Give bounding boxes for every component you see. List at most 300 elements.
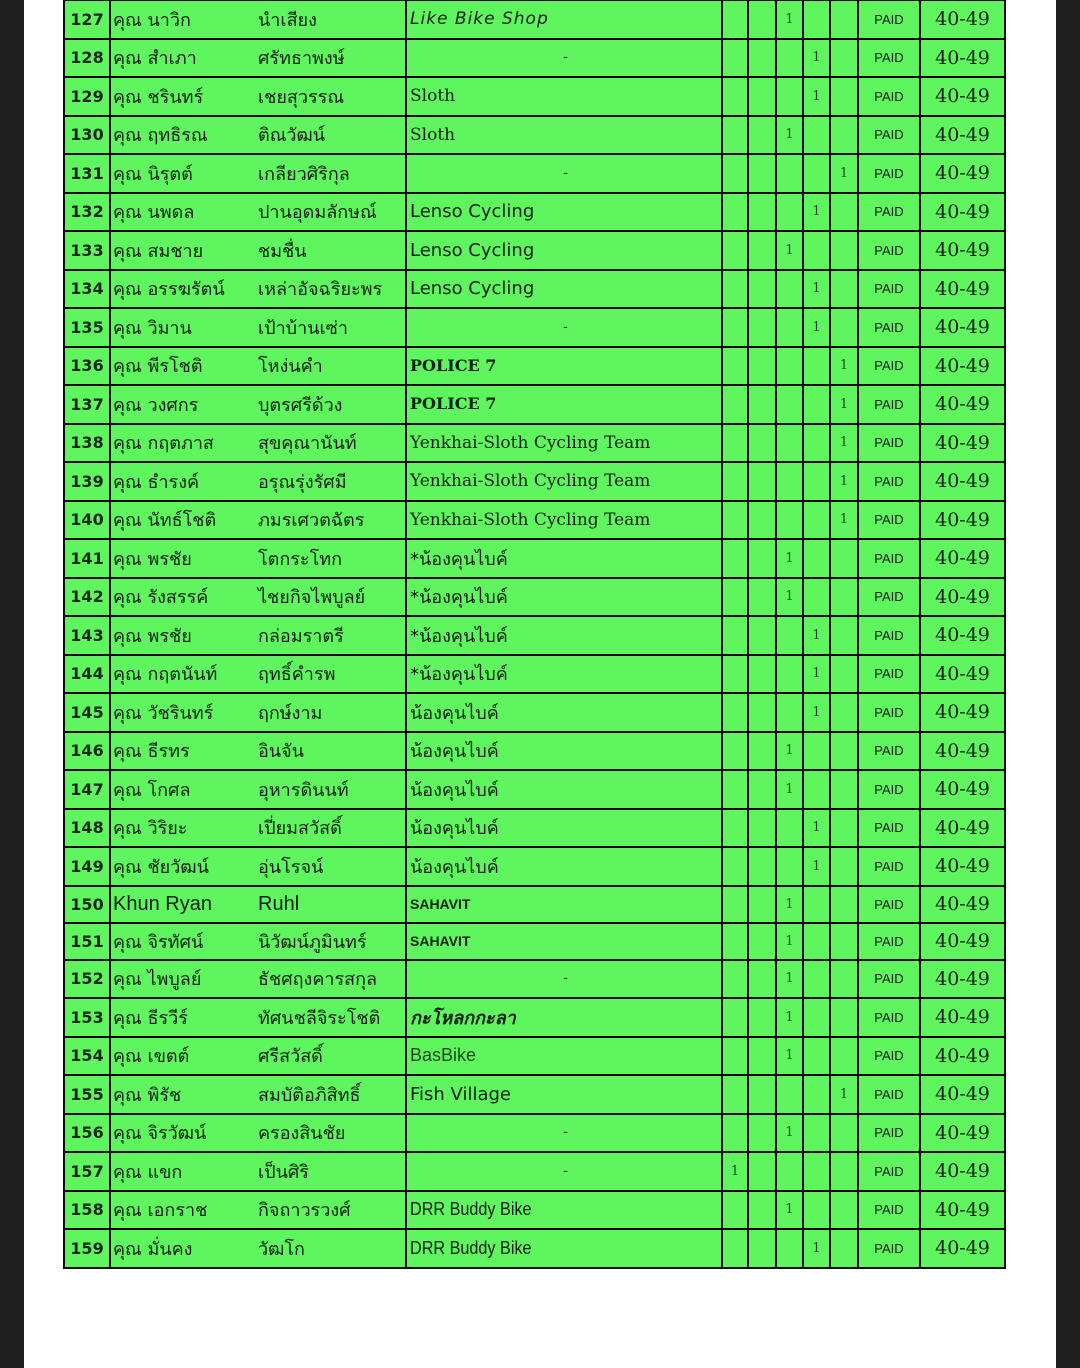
- category-cell-2: [748, 231, 776, 270]
- category-cell-4: [803, 998, 830, 1037]
- category-cell-5: 1: [830, 347, 858, 386]
- last-name: เหล่าอัจฉริยะพร: [258, 279, 383, 301]
- row-number: 148: [64, 809, 110, 848]
- last-name: อรุณรุ่งรัศมี: [258, 471, 347, 493]
- rider-name: [110, 1191, 406, 1230]
- last-name: ธัชศฤงคารสกุล: [258, 969, 378, 991]
- last-name: กล่อมราตรี: [258, 625, 344, 647]
- category-cell-4: [803, 0, 830, 39]
- rider-name: [110, 424, 406, 463]
- category-cell-4: [803, 539, 830, 578]
- age-group: 40-49: [920, 770, 1005, 809]
- category-cell-2: [748, 116, 776, 155]
- rider-name: [110, 1114, 406, 1153]
- category-cell-3: 1: [776, 998, 803, 1037]
- payment-status: PAID: [858, 347, 920, 386]
- category-cell-4: [803, 923, 830, 960]
- table-row: [64, 809, 1005, 848]
- team-label: Yenkhai-Sloth Cycling Team: [410, 509, 651, 530]
- category-cell-5: [830, 77, 858, 116]
- payment-status: PAID: [858, 501, 920, 540]
- category-cell-5: [830, 1229, 858, 1268]
- category-cell-5: [830, 231, 858, 270]
- category-cell-4: [803, 462, 830, 501]
- payment-status: PAID: [858, 385, 920, 424]
- category-cell-3: [776, 347, 803, 386]
- table-row: [64, 1229, 1005, 1268]
- category-cell-3: [776, 1229, 803, 1268]
- payment-status: PAID: [858, 655, 920, 694]
- team-label: น้องคุนไบค์: [410, 856, 499, 878]
- category-cell-3: 1: [776, 231, 803, 270]
- payment-status: PAID: [858, 1229, 920, 1268]
- age-group: 40-49: [920, 77, 1005, 116]
- category-cell-2: [748, 39, 776, 78]
- category-cell-1: [722, 308, 748, 347]
- first-name: คุณ พีรโชติ: [113, 356, 203, 378]
- table-row: [64, 1075, 1005, 1114]
- payment-status: PAID: [858, 616, 920, 655]
- category-cell-2: [748, 886, 776, 923]
- row-number: 146: [64, 732, 110, 771]
- team-label: -: [563, 319, 568, 335]
- category-cell-3: 1: [776, 732, 803, 771]
- category-cell-4: [803, 501, 830, 540]
- age-group: 40-49: [920, 1152, 1005, 1191]
- age-group: 40-49: [920, 501, 1005, 540]
- table-row: [64, 462, 1005, 501]
- first-name: Khun Ryan: [113, 892, 212, 915]
- category-cell-4: [803, 1037, 830, 1076]
- team-name: [406, 770, 722, 809]
- category-cell-1: [722, 1191, 748, 1230]
- category-cell-5: [830, 193, 858, 232]
- team-label: น้องคุนไบค์: [410, 818, 499, 840]
- team-label: Lenso Cycling: [410, 239, 535, 261]
- category-cell-2: [748, 1229, 776, 1268]
- rider-name: [110, 847, 406, 886]
- first-name: คุณ วัชรินทร์: [113, 702, 214, 724]
- last-name: เป้าบ้านเซ่า: [258, 317, 348, 339]
- age-group: 40-49: [920, 578, 1005, 617]
- last-name: นิวัฒน์ภูมินทร์: [258, 931, 367, 953]
- category-cell-1: [722, 347, 748, 386]
- team-name: [406, 154, 722, 193]
- age-group: 40-49: [920, 270, 1005, 309]
- last-name: กิจถาวรวงศ์: [258, 1200, 351, 1222]
- payment-status: PAID: [858, 1114, 920, 1153]
- row-number: 137: [64, 385, 110, 424]
- category-cell-1: [722, 77, 748, 116]
- first-name: คุณ ไพบูลย์: [113, 969, 202, 991]
- category-cell-5: [830, 809, 858, 848]
- last-name: ฤกษ์งาม: [258, 702, 323, 724]
- category-cell-5: [830, 308, 858, 347]
- category-cell-2: [748, 1037, 776, 1076]
- last-name: ครองสินชัย: [258, 1123, 346, 1145]
- category-cell-4: 1: [803, 193, 830, 232]
- rider-name: [110, 231, 406, 270]
- category-cell-4: 1: [803, 847, 830, 886]
- category-cell-5: [830, 578, 858, 617]
- rider-name: [110, 1075, 406, 1114]
- team-label: กะโหลกกะลา: [410, 1007, 516, 1029]
- first-name: คุณ ธำรงค์: [113, 471, 200, 493]
- category-cell-1: [722, 693, 748, 732]
- first-name: คุณ นพดล: [113, 202, 195, 224]
- payment-status: PAID: [858, 193, 920, 232]
- category-cell-2: [748, 655, 776, 694]
- category-cell-4: [803, 1152, 830, 1191]
- category-cell-4: [803, 770, 830, 809]
- rider-name: [110, 923, 406, 960]
- team-name: [406, 960, 722, 999]
- team-label: Sloth: [410, 124, 456, 145]
- category-cell-4: 1: [803, 693, 830, 732]
- rider-name: [110, 578, 406, 617]
- age-group: 40-49: [920, 1114, 1005, 1153]
- team-name: [406, 347, 722, 386]
- category-cell-1: [722, 385, 748, 424]
- category-cell-4: [803, 1075, 830, 1114]
- table-row: [64, 1114, 1005, 1153]
- category-cell-2: [748, 998, 776, 1037]
- table-row: [64, 501, 1005, 540]
- category-cell-4: [803, 1114, 830, 1153]
- payment-status: PAID: [858, 116, 920, 155]
- category-cell-5: [830, 886, 858, 923]
- rider-name: [110, 886, 406, 923]
- left-dark-panel: [0, 0, 24, 1368]
- age-group: 40-49: [920, 886, 1005, 923]
- rider-name: [110, 770, 406, 809]
- age-group: 40-49: [920, 1191, 1005, 1230]
- category-cell-5: [830, 770, 858, 809]
- first-name: คุณ ธีรวีร์: [113, 1007, 188, 1029]
- age-group: 40-49: [920, 693, 1005, 732]
- payment-status: PAID: [858, 1037, 920, 1076]
- table-row: [64, 847, 1005, 886]
- first-name: คุณ พิรัช: [113, 1084, 182, 1106]
- category-cell-5: [830, 0, 858, 39]
- rider-name: [110, 308, 406, 347]
- team-name: [406, 809, 722, 848]
- category-cell-4: 1: [803, 655, 830, 694]
- rider-name: [110, 270, 406, 309]
- team-name: [406, 501, 722, 540]
- payment-status: PAID: [858, 923, 920, 960]
- category-cell-2: [748, 501, 776, 540]
- team-label: Like Bike Shop: [410, 9, 549, 30]
- payment-status: PAID: [858, 847, 920, 886]
- category-cell-2: [748, 539, 776, 578]
- category-cell-5: 1: [830, 501, 858, 540]
- rider-name: [110, 616, 406, 655]
- row-number: 128: [64, 39, 110, 78]
- team-label: *น้องคุนไบค์: [410, 664, 508, 686]
- last-name: ปานอุดมลักษณ์: [258, 202, 377, 224]
- category-cell-3: [776, 193, 803, 232]
- category-cell-4: [803, 886, 830, 923]
- team-name: [406, 116, 722, 155]
- team-name: [406, 886, 722, 923]
- row-number: 140: [64, 501, 110, 540]
- category-cell-5: 1: [830, 424, 858, 463]
- category-cell-1: [722, 1114, 748, 1153]
- row-number: 127: [64, 0, 110, 39]
- table-row: [64, 655, 1005, 694]
- category-cell-1: [722, 809, 748, 848]
- row-number: 134: [64, 270, 110, 309]
- category-cell-1: [722, 616, 748, 655]
- team-label: SAHAVIT: [410, 933, 471, 949]
- category-cell-1: [722, 960, 748, 999]
- team-name: [406, 1229, 722, 1268]
- category-cell-2: [748, 1075, 776, 1114]
- payment-status: PAID: [858, 770, 920, 809]
- team-label: น้องคุนไบค์: [410, 779, 499, 801]
- team-label: -: [563, 1125, 568, 1141]
- category-cell-3: [776, 154, 803, 193]
- right-dark-panel: [1056, 0, 1080, 1368]
- last-name: อุหารดินนท์: [258, 779, 349, 801]
- team-name: [406, 1191, 722, 1230]
- age-group: 40-49: [920, 809, 1005, 848]
- category-cell-1: [722, 1229, 748, 1268]
- payment-status: PAID: [858, 578, 920, 617]
- category-cell-3: 1: [776, 1191, 803, 1230]
- category-cell-3: [776, 77, 803, 116]
- first-name: คุณ วงศกร: [113, 394, 199, 416]
- category-cell-3: [776, 693, 803, 732]
- payment-status: PAID: [858, 539, 920, 578]
- category-cell-2: [748, 1114, 776, 1153]
- table-row: [64, 923, 1005, 960]
- category-cell-1: [722, 847, 748, 886]
- team-label: DRR Buddy Bike: [410, 1237, 532, 1258]
- category-cell-3: [776, 616, 803, 655]
- row-number: 142: [64, 578, 110, 617]
- payment-status: PAID: [858, 462, 920, 501]
- category-cell-4: 1: [803, 77, 830, 116]
- category-cell-3: 1: [776, 539, 803, 578]
- table-row: [64, 732, 1005, 771]
- team-label: น้องคุนไบค์: [410, 741, 499, 763]
- category-cell-3: [776, 655, 803, 694]
- age-group: 40-49: [920, 385, 1005, 424]
- category-cell-4: [803, 1191, 830, 1230]
- team-name: [406, 231, 722, 270]
- team-name: [406, 923, 722, 960]
- team-name: [406, 1037, 722, 1076]
- row-number: 143: [64, 616, 110, 655]
- category-cell-4: [803, 385, 830, 424]
- last-name: ฤทธิ์คำรพ: [258, 664, 336, 686]
- team-name: [406, 655, 722, 694]
- category-cell-4: 1: [803, 616, 830, 655]
- category-cell-3: [776, 308, 803, 347]
- team-label: -: [563, 1163, 568, 1179]
- rider-name: [110, 960, 406, 999]
- category-cell-3: [776, 1152, 803, 1191]
- age-group: 40-49: [920, 616, 1005, 655]
- rider-name: [110, 154, 406, 193]
- category-cell-5: [830, 693, 858, 732]
- category-cell-2: [748, 193, 776, 232]
- category-cell-3: [776, 501, 803, 540]
- category-cell-2: [748, 385, 776, 424]
- team-label: -: [563, 50, 568, 66]
- category-cell-4: 1: [803, 308, 830, 347]
- age-group: 40-49: [920, 0, 1005, 39]
- payment-status: PAID: [858, 732, 920, 771]
- team-label: Lenso Cycling: [410, 201, 535, 223]
- category-cell-2: [748, 270, 776, 309]
- table-row: [64, 424, 1005, 463]
- payment-status: PAID: [858, 77, 920, 116]
- category-cell-2: [748, 0, 776, 39]
- row-number: 159: [64, 1229, 110, 1268]
- category-cell-5: 1: [830, 462, 858, 501]
- first-name: คุณ มั่นคง: [113, 1238, 193, 1260]
- category-cell-1: [722, 1075, 748, 1114]
- rider-name: [110, 1229, 406, 1268]
- first-name: คุณ นาวิก: [113, 9, 191, 31]
- category-cell-2: [748, 578, 776, 617]
- age-group: 40-49: [920, 960, 1005, 999]
- age-group: 40-49: [920, 998, 1005, 1037]
- category-cell-2: [748, 847, 776, 886]
- age-group: 40-49: [920, 193, 1005, 232]
- first-name: คุณ พรชัย: [113, 548, 192, 570]
- table-body: [64, 0, 1005, 1268]
- first-name: คุณ อรรฆรัตน์: [113, 279, 225, 301]
- table-row: [64, 231, 1005, 270]
- category-cell-4: 1: [803, 1229, 830, 1268]
- table-row: [64, 116, 1005, 155]
- table-row: [64, 886, 1005, 923]
- category-cell-1: [722, 231, 748, 270]
- row-number: 153: [64, 998, 110, 1037]
- row-number: 152: [64, 960, 110, 999]
- team-name: [406, 578, 722, 617]
- category-cell-2: [748, 308, 776, 347]
- last-name: เชยสุวรรณ: [258, 86, 345, 108]
- category-cell-4: [803, 154, 830, 193]
- row-number: 129: [64, 77, 110, 116]
- team-label: BasBike: [410, 1045, 477, 1066]
- category-cell-5: [830, 655, 858, 694]
- table-row: [64, 347, 1005, 386]
- category-cell-5: [830, 1191, 858, 1230]
- category-cell-3: 1: [776, 960, 803, 999]
- table-row: [64, 1037, 1005, 1076]
- category-cell-5: 1: [830, 385, 858, 424]
- team-label: POLICE 7: [410, 394, 497, 414]
- registration-table: [63, 0, 1006, 1269]
- rider-name: [110, 39, 406, 78]
- table-row: [64, 539, 1005, 578]
- team-name: [406, 462, 722, 501]
- row-number: 154: [64, 1037, 110, 1076]
- table-row: [64, 960, 1005, 999]
- team-label: DRR Buddy Bike: [410, 1199, 532, 1220]
- first-name: คุณ ฤทธิรณ: [113, 125, 208, 147]
- category-cell-2: [748, 960, 776, 999]
- table-row: [64, 385, 1005, 424]
- category-cell-1: [722, 154, 748, 193]
- category-cell-4: [803, 424, 830, 463]
- age-group: 40-49: [920, 847, 1005, 886]
- category-cell-2: [748, 77, 776, 116]
- age-group: 40-49: [920, 39, 1005, 78]
- category-cell-2: [748, 154, 776, 193]
- team-label: *น้องคุนไบค์: [410, 548, 508, 570]
- payment-status: PAID: [858, 693, 920, 732]
- rider-name: [110, 809, 406, 848]
- team-name: [406, 39, 722, 78]
- category-cell-1: [722, 578, 748, 617]
- payment-status: PAID: [858, 1152, 920, 1191]
- payment-status: PAID: [858, 424, 920, 463]
- last-name: เป็นศิริ: [258, 1161, 309, 1183]
- category-cell-2: [748, 770, 776, 809]
- rider-name: [110, 655, 406, 694]
- table-row: [64, 77, 1005, 116]
- first-name: คุณ กฤตภาส: [113, 433, 214, 455]
- first-name: คุณ นิรุตต์: [113, 163, 193, 185]
- table-row: [64, 193, 1005, 232]
- category-cell-5: [830, 39, 858, 78]
- last-name: ภมรเศวตฉัตร: [258, 510, 365, 532]
- category-cell-3: 1: [776, 770, 803, 809]
- category-cell-2: [748, 462, 776, 501]
- first-name: คุณ จิรทัศน์: [113, 931, 204, 953]
- row-number: 135: [64, 308, 110, 347]
- category-cell-5: 1: [830, 154, 858, 193]
- last-name: อินจัน: [258, 741, 304, 763]
- first-name: คุณ โกศล: [113, 779, 191, 801]
- age-group: 40-49: [920, 462, 1005, 501]
- category-cell-2: [748, 616, 776, 655]
- category-cell-5: [830, 270, 858, 309]
- category-cell-5: [830, 1152, 858, 1191]
- category-cell-2: [748, 923, 776, 960]
- category-cell-2: [748, 1152, 776, 1191]
- team-name: [406, 847, 722, 886]
- first-name: คุณ จิรวัฒน์: [113, 1123, 207, 1145]
- last-name: สุขคุณานันท์: [258, 433, 357, 455]
- row-number: 156: [64, 1114, 110, 1153]
- team-name: [406, 193, 722, 232]
- payment-status: PAID: [858, 886, 920, 923]
- first-name: คุณ สำเภา: [113, 48, 197, 70]
- table-row: [64, 154, 1005, 193]
- row-number: 155: [64, 1075, 110, 1114]
- age-group: 40-49: [920, 1075, 1005, 1114]
- team-label: *น้องคุนไบค์: [410, 625, 508, 647]
- category-cell-2: [748, 1191, 776, 1230]
- age-group: 40-49: [920, 154, 1005, 193]
- category-cell-1: [722, 116, 748, 155]
- table-row: [64, 39, 1005, 78]
- table-row: [64, 578, 1005, 617]
- category-cell-1: 1: [722, 1152, 748, 1191]
- payment-status: PAID: [858, 270, 920, 309]
- payment-status: PAID: [858, 809, 920, 848]
- category-cell-3: 1: [776, 0, 803, 39]
- row-number: 141: [64, 539, 110, 578]
